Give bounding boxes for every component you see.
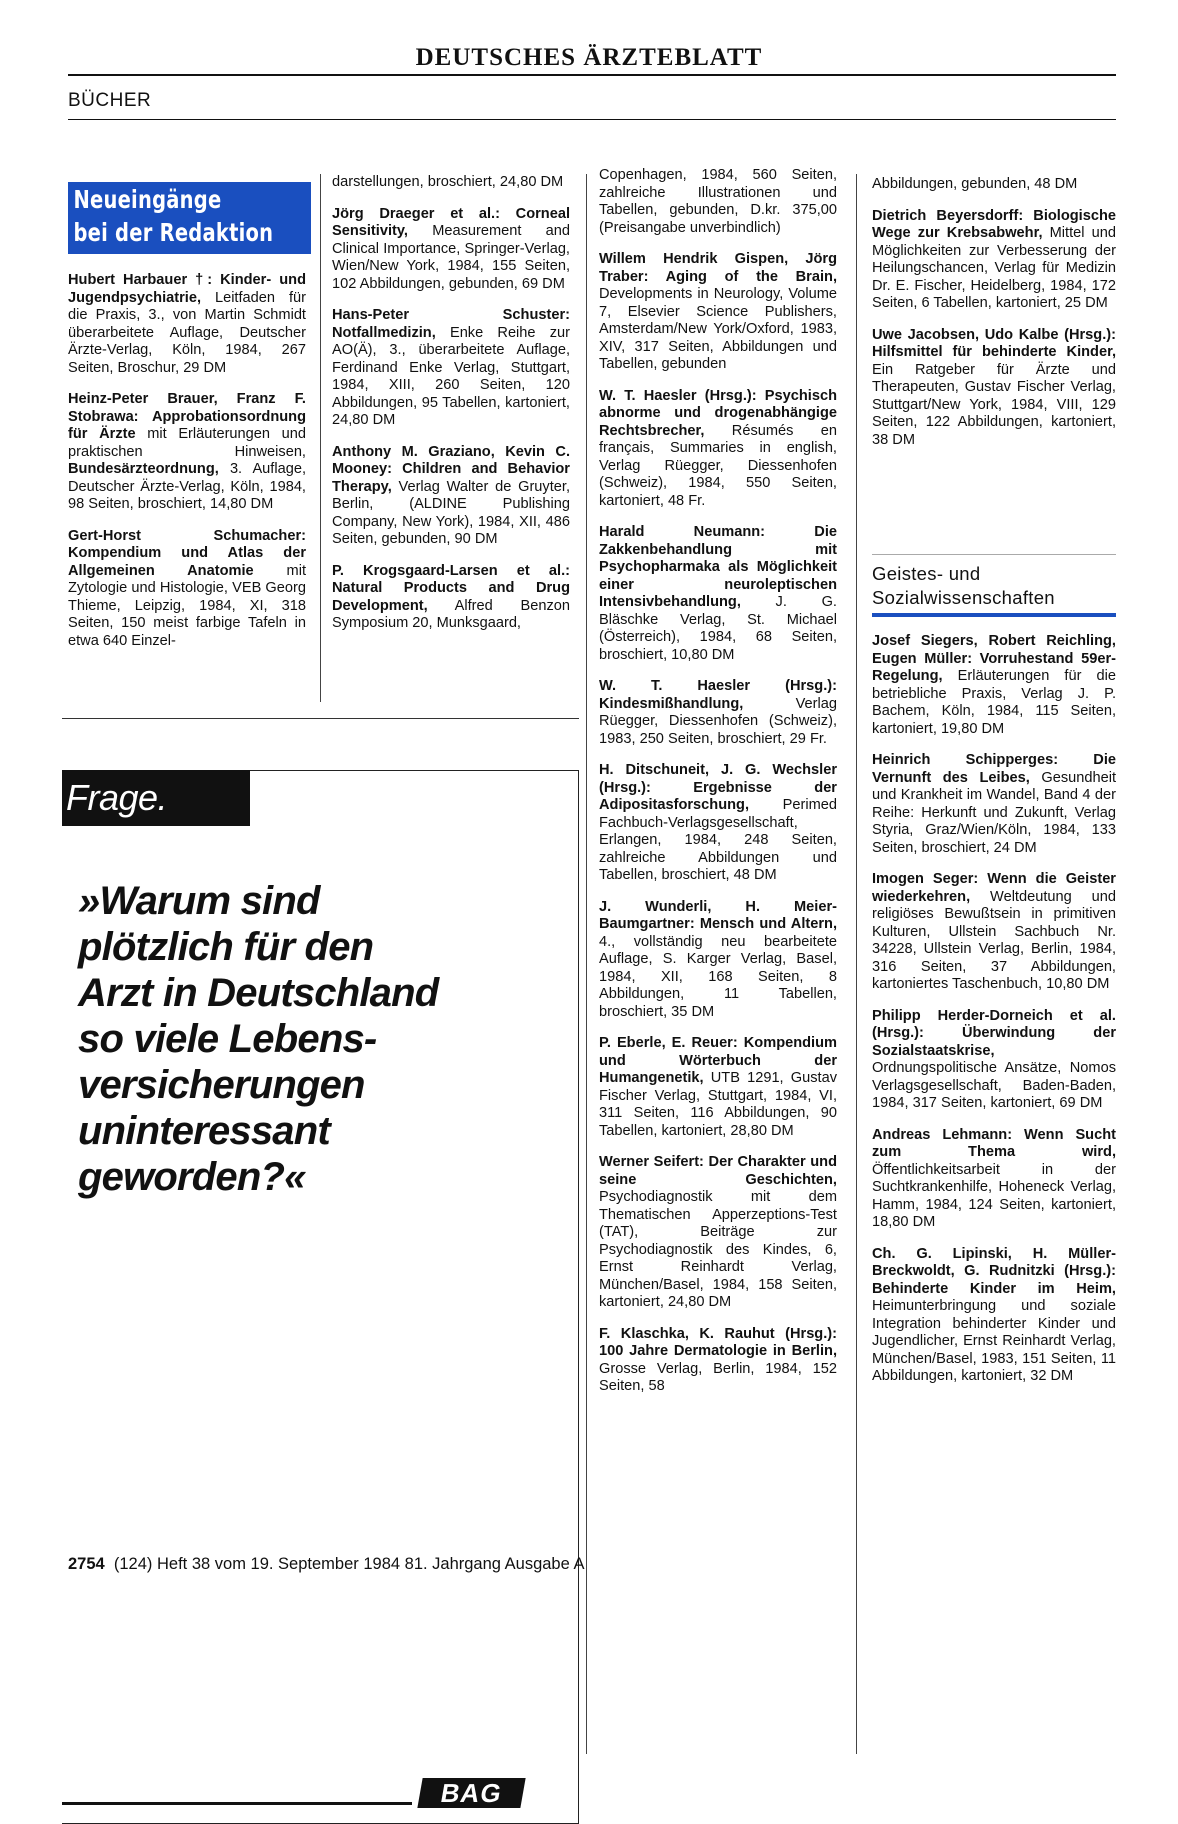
book-entry [599,524,837,664]
book-details: Abbildungen, gebunden, 48 DM [872,176,1078,192]
book-entry [872,752,1116,857]
subsection-heading-line-1: Geistes- und [872,563,981,584]
book-author-title: Philipp Herder-Dorneich et al. (Hrsg.): Überwindung der Sozialstaatskrise, [872,1007,1116,1059]
book-author-title: Anthony M. Graziano, Kevin C. Mooney: Children and Behavior Therapy, [332,443,570,495]
column-4-bottom [872,633,1116,1400]
book-entry [599,678,837,748]
book-details: Erläuterungen für die betriebliche Praxis, Verlag J. P. Bachem, Köln, 1984, 115 Seiten, kartoniert, 19,80 DM [872,668,1116,737]
book-details: darstellungen, broschiert, 24,80 DM [332,174,564,190]
book-details: Perimed Fachbuch-Verlagsgesellschaft, Erlangen, 1984, 248 Seiten, zahlreiche Abbildungen und Tabellen, broschiert, 48 DM [599,797,837,883]
book-entry [872,871,1116,994]
column-divider [856,174,857,1754]
book-entry [599,251,837,374]
book-details: Verlag Walter de Gruyter, Berlin, (ALDINE Publishing Company, New York), 1984, XII, 486 Seiten, gebunden, 90 DM [332,478,570,547]
book-entry [872,633,1116,738]
book-details: J. G. Bläschke Verlag, St. Michael (Österreich), 1984, 68 Seiten, broschiert, 10,80 DM [599,594,837,663]
book-entry [68,272,306,377]
book-details: Alfred Benzon Symposium 20, Munksgaard, [332,597,570,631]
book-details: Résumés en français, Summaries in english, Verlag Rüegger, Diessenhofen (Schweiz), 1984, 550 Seiten, kartoniert, 48 Fr. [599,422,837,509]
book-details: Psychodiagnostik mit dem Thematischen Apperzeptions-Test (TAT), Beiträge zur Psychodiagnostik des Kindes, 6, Ernst Reinhardt Verlag, München/Basel, 1984, 158 Seiten, kartoniert, 24,80 DM [599,1189,837,1310]
book-author-title: Hubert Harbauer †: Kinder- und Jugendpsychiatrie, [68,272,306,306]
header-rule-bottom [68,119,1116,120]
book-entry [599,899,837,1022]
book-details: Gesundheit und Krankheit im Wandel, Band 4 der Reihe: Herkunft und Zukunft, Verlag Styria, Graz/Wien/Köln, 1984, 133 Seiten, broschiert, 24 DM [872,769,1117,856]
book-author-title: Heinz-Peter Brauer, Franz F. Stobrawa: Approbationsordnung für Ärzte [68,391,306,442]
book-author-title: Willem Hendrik Gispen, Jörg Traber: Aging of the Brain, [599,251,837,285]
advert-quote: »Warum sind plötzlich für den Arzt in Deutschland so viele Lebens- versicherungen uninteressant geworden?« [78,879,439,1199]
banner-line-2: bei der Redaktion [73,218,274,247]
book-entry [332,563,570,633]
book-entry [599,388,837,511]
book-author-title: Gert-Horst Schumacher: Kompendium und Atlas der Allgemeinen Anatomie [68,527,306,579]
book-details: Grosse Verlag, Berlin, 1984, 152 Seiten, 58 [599,1360,837,1394]
column-4-top [872,176,1116,463]
advert-top-rule [62,718,579,719]
subsection-heading-line-2: Sozialwissenschaften [872,587,1055,608]
book-entry [332,444,570,549]
column-1 [68,272,306,664]
book-details: Weltdeutung und religiöses Bewußtsein in primitiven Kulturen, Ullstein Sachbuch Nr. 34228, Ullstein Verlag, Berlin, 1984, 316 Seiten, 37 Abbildungen, kartoniertes Taschenbuch, 10,80 DM [872,888,1116,992]
book-author-title: J. Wunderli, H. Meier-Baumgartner: Mensch und Altern, [599,898,837,932]
advert-label: Frage. [62,770,250,826]
new-arrivals-banner [68,182,311,254]
column-2 [332,174,570,647]
book-entry [872,1127,1116,1232]
book-details: Ordnungspolitische Ansätze, Nomos Verlagsgesellschaft, Baden-Baden, 1984, 317 Seiten, kartoniert, 69 DM [872,1060,1116,1111]
book-entry [872,1246,1116,1386]
book-author-title: H. Ditschuneit, J. G. Wechsler (Hrsg.): Ergebnisse der Adipositasforschung, [599,762,837,813]
book-author-title: P. Eberle, E. Reuer: Kompendium und Wörterbuch der Humangenetik, [599,1035,837,1086]
book-author-title: Andreas Lehmann: Wenn Sucht zum Thema wird, [872,1126,1116,1160]
book-author-title: Uwe Jacobsen, Udo Kalbe (Hrsg.): Hilfsmittel für behinderte Kinder, [872,326,1116,360]
column-divider [320,174,321,702]
book-author-title: W. T. Haesler (Hrsg.): Kindesmißhandlung, [599,678,837,712]
book-entry [872,1008,1116,1113]
book-entry [599,167,837,237]
book-author-title: Josef Siegers, Robert Reichling, Eugen Müller: Vorruhestand 59er-Regelung, [872,633,1116,684]
book-details: Ein Ratgeber für Ärzte und Therapeuten, Gustav Fischer Verlag, Stuttgart/New York, 1984, VIII, 129 Seiten, 122 Abbildungen, kartoniert, 38 DM [872,361,1116,448]
book-author-title: W. T. Haesler (Hrsg.): Psychisch abnorme und drogenabhängige Rechtsbrecher, [599,387,837,439]
book-author-title: Heinrich Schipperges: Die Vernunft des Leibes, [872,752,1116,786]
subsection-heading [872,562,1055,610]
page-number: 2754 [68,1555,105,1573]
subsection-top-rule [872,554,1116,555]
banner-line-1: Neueingänge [73,185,222,214]
book-entry [332,307,570,430]
book-author-title: Ch. G. Lipinski, H. Müller-Breckwoldt, G. Rudnitzki (Hrsg.): Behinderte Kinder im Heim, [872,1245,1116,1297]
book-author-title: Imogen Seger: Wenn die Geister wiederkehren, [872,871,1116,905]
book-details: Enke Reihe zur AO(Ä), 3., überarbeitete Auflage, Ferdinand Enke Verlag, Stuttgart, 1984, XIII, 260 Seiten, 120 Abbildungen, 95 Tabellen, kartoniert, 24,80 DM [332,324,570,428]
book-author-title: Werner Seifert: Der Charakter und seine Geschichten, [599,1154,837,1188]
book-author-title: P. Krogsgaard-Larsen et al.: Natural Products and Drug Development, [332,562,570,614]
book-details: Verlag Rüegger, Diessenhofen (Schweiz), 1983, 250 Seiten, broschiert, 29 Fr. [599,695,837,747]
book-entry [332,206,570,294]
book-author-title: Jörg Draeger et al.: Corneal Sensitivity, [332,205,570,239]
book-entry [68,528,306,651]
book-details: Developments in Neurology, Volume 7, Elsevier Science Publishers, Amsterdam/New York/Oxford, 1983, XIV, 317 Seiten, Abbildungen und Tabellen, gebunden [599,286,837,372]
section-label: BÜCHER [68,90,152,111]
book-author-title: Hans-Peter Schuster: Notfallmedizin, [332,307,570,341]
book-author-title: Dietrich Beyersdorff: Biologische Wege zur Krebsabwehr, [872,207,1116,241]
book-details: mit Erläuterungen und praktischen Hinweisen, [68,426,306,460]
issue-info: (124) Heft 38 vom 19. September 1984 81. Jahrgang Ausgabe A [113,1555,585,1573]
book-author-title: Harald Neumann: Die Zakkenbehandlung mit Psychopharmaka als Möglichkeit einer neuroleptischen Intensivbehandlung, [599,524,837,610]
book-details: Mittel und Möglichkeiten zur Verbesserung der Heilungschancen, Verlag für Medizin Dr. E. Fischer, Heidelberg, 1984, 172 Seiten, 6 Tabellen, kartoniert, 25 DM [872,225,1116,311]
book-entry [872,327,1116,450]
advert-underline [62,1802,412,1805]
book-details: Leitfaden für die Praxis, 3., von Martin Schmidt überarbeitete Auflage, Deutscher Ärzte-Verlag, Köln, 1984, 267 Seiten, Broschur, 29 DM [68,289,306,376]
book-details: mit Zytologie und Histologie, VEB Georg Thieme, Leipzig, 1984, XI, 318 Seiten, 150 meist farbige Tafeln in etwa 640 Einzel- [68,562,307,649]
page-footer [68,1555,584,1574]
book-entry [872,208,1116,313]
advert-logo: BAG [417,1778,525,1808]
book-author-title: Bundesärzteordnung, [68,461,219,477]
book-details: 3. Auflage, Deutscher Ärzte-Verlag, Köln, 1984, 98 Seiten, broschiert, 14,80 DM [68,461,306,512]
book-details: Öffentlichkeitsarbeit in der Suchtkrankenhilfe, Hoheneck Verlag, Hamm, 1984, 124 Seiten, kartoniert, 18,80 DM [872,1161,1116,1230]
book-entry [599,1326,837,1396]
column-divider [586,174,587,1754]
book-details: Measurement and Clinical Importance, Springer-Verlag, Wien/New York, 1984, 155 Seiten, 102 Abbildungen, gebunden, 69 DM [332,223,570,292]
header-rule-top [68,74,1116,76]
book-entry [599,1154,837,1312]
subsection-blue-rule [872,613,1116,617]
book-details: Copenhagen, 1984, 560 Seiten, zahlreiche Illustrationen und Tabellen, gebunden, D.kr. 375,00 (Preisangabe unverbindlich) [599,167,837,236]
book-details: UTB 1291, Gustav Fischer Verlag, Stuttgart, 1984, VI, 311 Seiten, 116 Abbildungen, 90 Tabellen, kartoniert, 28,80 DM [599,1070,837,1139]
book-entry [872,176,1116,194]
journal-title: DEUTSCHES ÄRZTEBLATT [415,44,763,71]
book-details: Heimunterbringung und soziale Integration behinderter Kinder und Jugendlicher, Ernst Reinhardt Verlag, München/Basel, 1983, 151 Seiten, 11 Abbildungen, kartoniert, 32 DM [872,1298,1116,1384]
book-entry [68,391,306,514]
book-entry [599,1035,837,1140]
book-author-title: F. Klaschka, K. Rauhut (Hrsg.): 100 Jahre Dermatologie in Berlin, [599,1325,837,1359]
book-entry [599,762,837,885]
book-details: 4., vollständig neu bearbeitete Auflage, S. Karger Verlag, Basel, 1984, XII, 168 Seiten, 8 Abbildungen, 11 Tabellen, broschiert, 35 DM [599,933,837,1020]
book-entry [332,174,570,192]
column-3 [599,167,837,1410]
